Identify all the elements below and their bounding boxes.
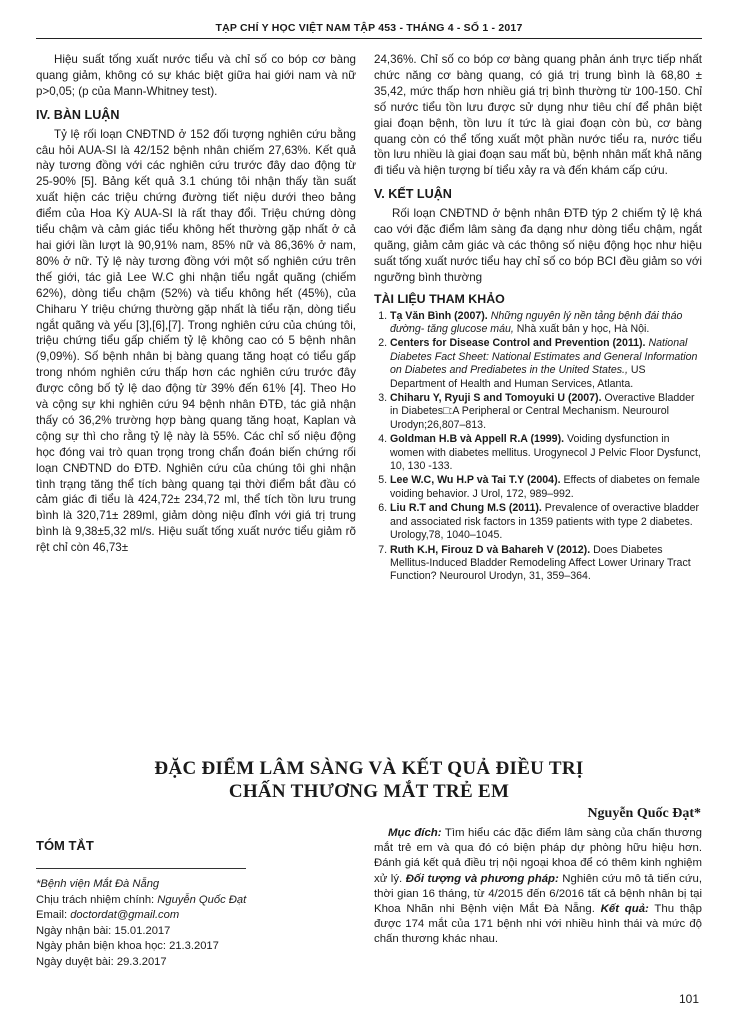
section-title-conclusion: V. KẾT LUẬN [374,187,452,202]
affiliation: *Bệnh viện Mắt Đà Nẵng [36,878,160,890]
reference-item [390,310,702,337]
abstract [374,826,702,948]
result-label: Kết quả: [600,903,649,916]
reference-item [390,502,702,542]
reference-author: Chiharu Y, Ryuji S and Tomoyuki U (2007). [390,392,602,405]
reference-title: Những nguyên lý nền tảng bệnh đái tháo đường- tăng glucose máu, [390,309,683,335]
aim-text: Tìm hiểu các đặc điểm lâm sàng của chấn thương mắt trẻ em và qua đó có biện pháp dự phòng hữu hiệu hơn. Đánh giá kết quả điều trị nội ngoại khoa để có thêm kinh nghiệm xử lý. [374,827,702,885]
email-link[interactable]: doctordat@gmail.com [70,909,180,921]
reference-item [390,474,702,501]
right-column [374,52,702,585]
article-author: Nguyễn Quốc Đạt* [587,806,701,821]
references-title: TÀI LIỆU THAM KHẢO [374,291,505,306]
method-text: Nghiên cứu mô tả tiến cứu, thời gian 16 tháng, từ 4/2015 đến 6/2016 tất cả bệnh nhân bị tại Khoa Nhãn nhi Bệnh viện Mắt Đà Nẵng. [374,872,703,916]
reference-details: Effects of diabetes on female voiding behavior. J Urol, 172, 989–992. [390,474,700,500]
page-number: 101 [678,992,699,1006]
reference-title: National Diabetes Fact Sheet: National Estimates and General Information on Diabetes and Prediabetes in the United States., [390,337,698,377]
reference-author: Liu R.T and Chung M.S (2011). [390,502,542,515]
reference-details: Overactive Bladder in Diabetes□:A Peripheral or Central Mechanism. Neurourol Urodyn;26,807–813. [390,392,695,431]
discussion-paragraph: Tỷ lệ rối loạn CNĐTND ở 152 đối tượng nghiên cứu bằng câu hỏi AUA-SI là 42/152 bệnh nhân chiếm 27,63%. Kết quả này tương đồng với các nghiên cứu trước đây dao động từ 25-90% [5]. Bảng kết quả 3.1 chúng tôi nhận thấy tần suất xuất hiện các triệu chứng đường tiết niệu dưới theo bảng điểm của Hoa Kỳ AUA-SI là rất thay đổi. Triệu chứng dòng tiểu chậm và cảm giác tiểu không hết thường gặp nhất ở cả hai giới lần lượt là 90,91% nam, 85% nữ và 86,36% ở nam, 80% ở nữ. Tỷ lệ này tương đồng với một số nghiên cứu trên thế giới, tác giả Lee W.C ghi nhận tiểu ngắt quãng (chiếm 62%), dòng tiểu chậm (52%) và tiểu không hết (45%), của Chiharu Y triệu chứng thường gặp nhất là tiểu rặn, dòng tiểu ngắt quãng và yếu [3],[6],[7]. Trong nghiên cứu của chúng tôi, triệu chứng tiểu gấp chiếm tỷ lệ không cao có 5 bệnh nhân (9,09%). Số bệnh nhân bị bàng quang tăng hoạt có tiểu gấp trong nhóm nghiên cứu thấp hơn các nghiên cứu trước đây được công bố tỷ lệ dao động từ 39% đến 61% [4]. Theo Ho và cộng sự khi nghiên cứu 94 bệnh nhân ĐTĐ, tác giả nhận thấy có 36,2% trường hợp bàng quang tăng hoạt, Kaplan và cộng sự thì cho rằng tỷ lệ này là 55%. Các chỉ số niệu động học đóng vai trò quan trọng trong chẩn đoán biến chứng rối loạn CNĐTND do ĐTĐ. Nghiên cứu của chúng tôi ghi nhận tình trạng tăng thể tích bàng quang tại thời điểm bắt đầu có cảm giác đi tiểu là 424,72± 234,72 ml, thể tích tồn lưu trung bình là 320,71± 289ml, giảm dòng niệu đỉnh với giá trị trung bình là 9,38±5,32 ml/s. Hiệu suất tống xuất nước tiểu giảm rõ rệt chỉ còn 46,73± [36,127,356,555]
email-label: Email: [36,909,71,921]
abstract-paragraph [374,826,702,948]
aim-label: Mục đích: [388,827,442,839]
results-continuation: Hiệu suất tống xuất nước tiểu và chỉ số co bóp cơ bàng quang giảm, không có sự khác biệt giữa hai giới nam và nữ p>0,05; (p của Mann-Whitney test). [36,53,356,98]
accepted-date: Ngày duyệt bài: 29.3.2017 [36,955,167,968]
section-title-discussion: IV. BÀN LUẬN [36,107,120,122]
reference-author: Lee W.C, Wu H.P và Tai T.Y (2004). [390,474,561,487]
reference-details: Voiding dysfunction in women with diabetes mellitus. Urogynecol J Pelvic Floor Dysfunct, 10, 130 -133. [390,433,701,473]
left-column [36,52,356,556]
reference-item [390,337,702,391]
article-title-line: ĐẶC ĐIỂM LÂM SÀNG VÀ KẾT QUẢ ĐIỀU TRỊ [154,758,584,779]
article-title-line: CHẤN THƯƠNG MẮT TRẺ EM [228,781,510,802]
responsible-author [36,893,356,909]
reference-author: Centers for Disease Control and Prevention (2011). [390,337,646,350]
reviewed-date: Ngày phản biện khoa học: 21.3.2017 [36,940,219,952]
reference-author: Goldman H.B và Appell R.A (1999). [390,433,565,446]
received-date: Ngày nhận bài: 15.01.2017 [36,924,171,937]
conclusion-paragraph: Rối loạn CNĐTND ở bệnh nhân ĐTĐ týp 2 chiếm tỷ lệ khá cao với đặc điểm lâm sàng đa dạng như dòng tiểu chậm, ngắt quãng, giảm cảm giác và các thông số niệu động học như hiệu suất tống xuất nước tiểu hay chỉ số co bóp BCI đều giảm so với ngưỡng bình thường [374,207,702,284]
discussion-continuation: 24,36%. Chỉ số co bóp cơ bàng quang phản ánh trực tiếp nhất chức năng cơ bàng quang, có giá trị trung bình là 68,80 ± 35,42, mức thấp hơn nhiều giá trị bình thường từ 100-150. Chỉ số nước tiểu tồn lưu được sử dụng như tiêu chí để phân biệt giai đoạn bệnh, tồn lưu ít tức là giai đoạn còn bù, cơ bàng quang còn có thể tống xuất một phần nước tiểu ra, nước tiểu tồn lưu nhiều là giai đoạn sau mất bù, bệnh nhân mất khả năng đi tiểu và hiện tượng bí tiểu xảy ra và đến khám cấp cứu. [374,53,702,178]
reference-details: Prevalence of overactive bladder and associated risk factors in 1359 patients with type 2 diabetes. Urology,78, 1040–1045. [390,502,700,542]
method-label: Đối tượng và phương pháp: [405,872,559,885]
reference-details: US Department of Health and Human Services, Atlanta. [390,364,646,390]
reference-details: Does Diabetes Mellitus-Induced Bladder Remodeling Affect Lower Urinary Tract Function? Neurourol Urodyn, 31, 359–364. [390,543,691,583]
article-title [36,757,702,803]
header-rule [36,38,702,39]
reference-item [390,544,702,584]
result-text: Thu thập được 174 mắt của 171 bệnh nhi với nhiều hình thái và mức độ chấn thương khác nhau. [374,903,702,946]
reference-item [390,392,702,432]
reference-details: Nhà xuất bản y học, Hà Nội. [513,323,650,335]
reference-list [374,310,702,584]
responsible-label: Chịu trách nhiệm chính: [36,893,158,906]
footnote-rule [36,868,246,869]
footnotes [36,877,356,970]
journal-header: TẠP CHÍ Y HỌC VIỆT NAM TẬP 453 - THÁNG 4 - SỐ 1 - 2017 [215,22,523,34]
reference-item [390,433,702,473]
summary-heading: TÓM TẮT [36,838,94,853]
responsible-name: Nguyễn Quốc Đạt [157,893,247,906]
email-line [36,908,356,924]
reference-author: Ruth K.H, Firouz D và Bahareh V (2012). [390,543,591,556]
reference-author: Tạ Văn Bình (2007). [390,309,488,322]
